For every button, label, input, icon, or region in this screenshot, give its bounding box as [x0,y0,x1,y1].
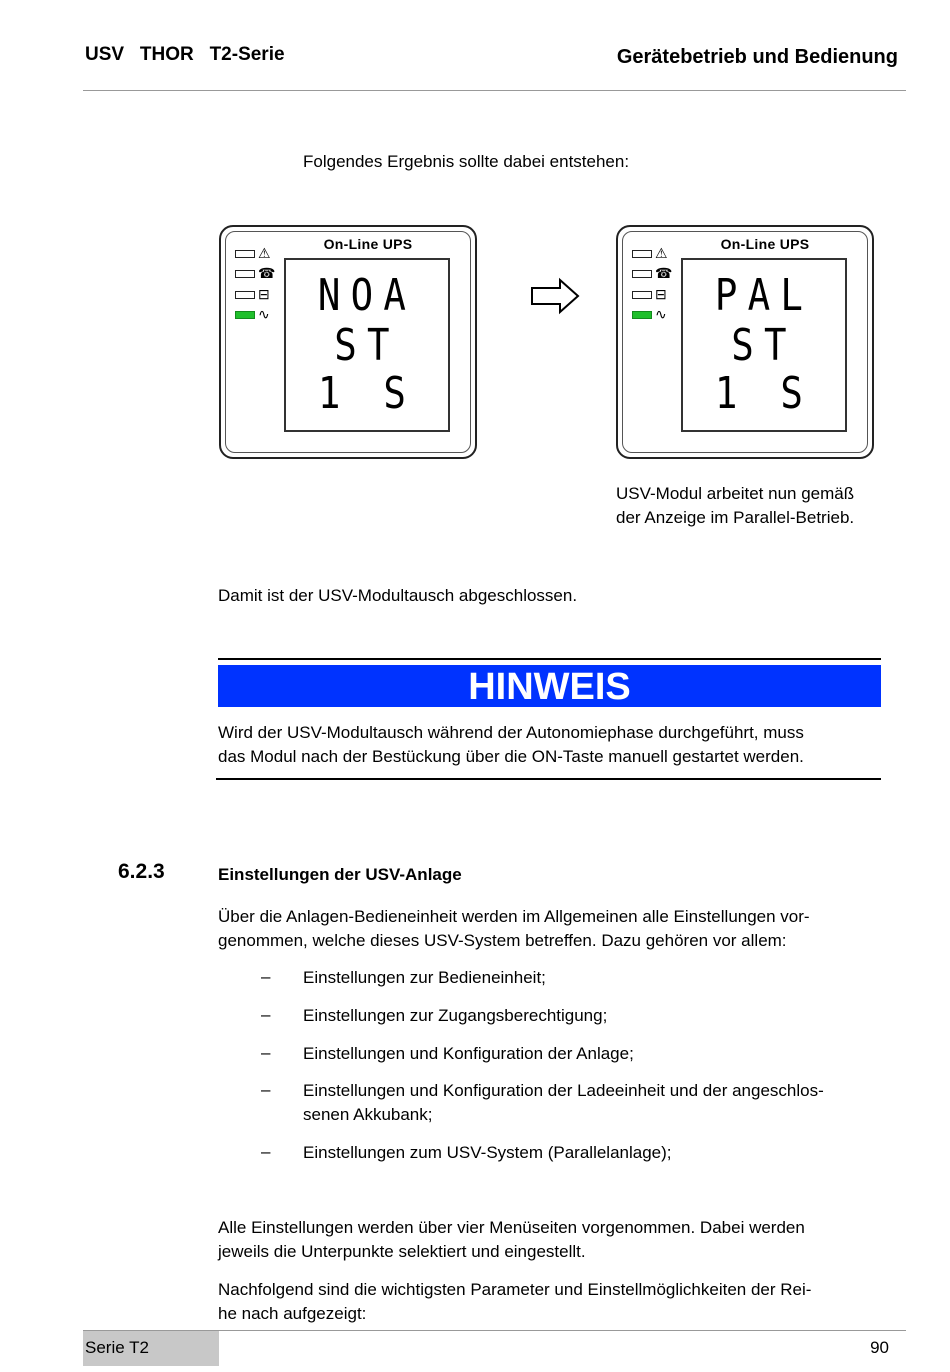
warning-icon: ⚠ [258,245,271,261]
battery-icon: ⊟ [258,286,270,302]
lcd-line-3: 1 S [317,368,417,419]
list-item: Einstellungen und Konfiguration der Anlage; [303,1044,634,1063]
indicator-battery [235,291,255,299]
lcd-line-2: ST [731,320,797,371]
hinweis-banner: HINWEIS [218,665,881,707]
lcd-screen [284,258,450,432]
bullet-dash: – [261,967,271,986]
indicator-warning [235,250,255,258]
ups-display-before [219,225,477,459]
section-intro-line-1: Über die Anlagen-Bedieneinheit werden im Allgemeinen alle Einstellungen vor- [218,907,810,926]
done-text: Damit ist der USV-Modultausch abgeschlossen. [218,586,578,605]
hinweis-bottom-rule [216,778,881,780]
lcd-line-1: PAL [714,270,814,321]
bullet-dash: – [261,1142,271,1161]
list-item: Einstellungen zur Zugangsberechtigung; [303,1006,608,1025]
section-title: Einstellungen der USV-Anlage [218,865,462,884]
paragraph-1-line-1: Alle Einstellungen werden über vier Menüseiten vorgenommen. Dabei werden [218,1218,805,1237]
paragraph-1-line-2: jeweils die Unterpunkte selektiert und eingestellt. [218,1242,586,1261]
display-caption-line-2: der Anzeige im Parallel-Betrieb. [616,508,855,527]
lcd-line-2: ST [334,320,400,371]
intro-text: Folgendes Ergebnis sollte dabei entstehen: [303,152,630,171]
lcd-screen [681,258,847,432]
display-caption-line-1: USV-Modul arbeitet nun gemäß [616,484,855,503]
footer-series: Serie T2 [85,1338,149,1357]
list-item: Einstellungen zur Bedieneinheit; [303,968,546,987]
hinweis-top-rule [218,658,881,660]
paragraph-2-line-1: Nachfolgend sind die wichtigsten Parameter und Einstellmöglichkeiten der Rei- [218,1280,812,1299]
ac-icon: ∿ [655,306,667,322]
indicator-bypass [235,270,255,278]
indicator-battery [632,291,652,299]
list-item: Einstellungen und Konfiguration der Ladeeinheit und der angeschlos- [303,1081,824,1100]
header-left-title: USV THOR T2-Serie [85,44,285,65]
section-intro-line-2: genommen, welche dieses USV-System betreffen. Dazu gehören vor allem: [218,931,787,950]
lcd-line-3: 1 S [714,368,814,419]
ups-display-after [616,225,874,459]
bullet-dash: – [261,1080,271,1099]
indicator-ac [235,311,255,319]
bullet-dash: – [261,1043,271,1062]
section-number: 6.2.3 [118,860,165,883]
bypass-icon: ☎ [258,265,276,281]
header-right-title: Gerätebetrieb und Bedienung [616,46,898,68]
battery-icon: ⊟ [655,286,667,302]
bullet-dash: – [261,1005,271,1024]
display-title: On-Line UPS [720,236,810,252]
display-title: On-Line UPS [323,236,413,252]
list-item-continuation: senen Akkubank; [303,1105,433,1124]
lcd-line-1: NOA [317,270,417,321]
page-number: 90 [870,1338,889,1357]
warning-icon: ⚠ [655,245,668,261]
indicator-bypass [632,270,652,278]
hinweis-text-line-1: Wird der USV-Modultausch während der Autonomiephase durchgeführt, muss [218,723,804,742]
arrow-right-icon [530,277,582,315]
ac-icon: ∿ [258,306,270,322]
list-item: Einstellungen zum USV-System (Parallelanlage); [303,1143,672,1162]
paragraph-2-line-2: he nach aufgezeigt: [218,1304,367,1323]
bypass-icon: ☎ [655,265,673,281]
indicator-warning [632,250,652,258]
header-divider [83,90,906,91]
indicator-ac [632,311,652,319]
hinweis-text-line-2: das Modul nach der Bestückung über die ON-Taste manuell gestartet werden. [218,747,804,766]
